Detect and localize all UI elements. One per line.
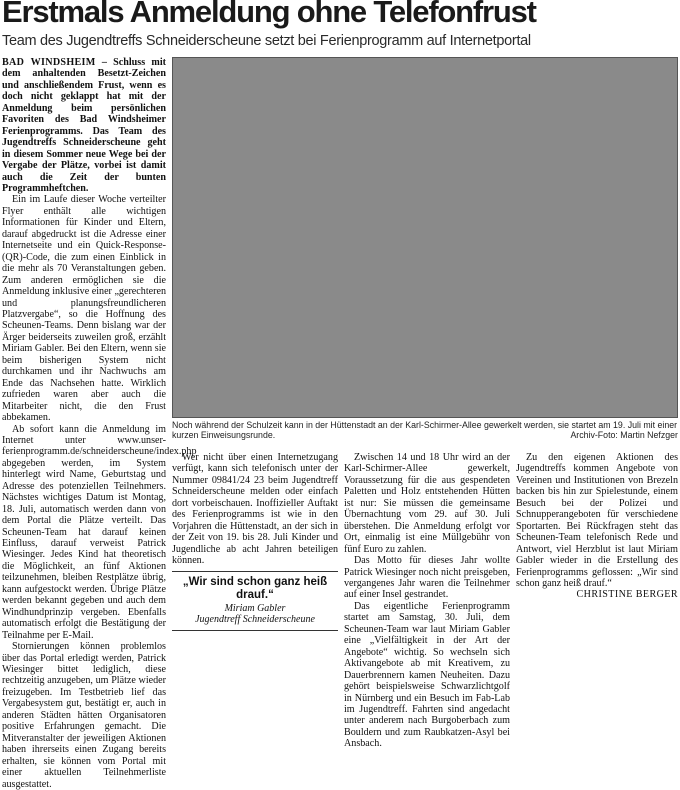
pull-quote-role: Jugendtreff Schneiderscheune: [195, 614, 315, 626]
article-column-1: [2, 57, 197, 790]
photo-caption: [172, 420, 678, 441]
article-photo: [172, 57, 678, 418]
lead-paragraph: [2, 57, 166, 194]
pull-quote-text: „Wir sind schon ganz heiß drauf.“: [182, 575, 328, 602]
subhead: Team des Jugendtreffs Schneiderscheune setzt bei Ferienprogramm auf Internetportal: [2, 33, 531, 49]
body-paragraph: Ein im Laufe dieser Woche verteilter Flyer enthält alle wichtigen Informationen für Kinder und Eltern, darauf abgedruckt ist die Adresse einer Internetseite und ein Quick-Response-(QR)-Code, die zum einen Einblick in die mehr als 70 Veranstaltungen geben. Zum anderen ermöglichen sie die Anmeldung inklusive einer „gerechteren und planungsfreundlicheren Platzvergabe“, so die Hoffnung des Scheunen-Teams. Denn bislang war der Ärger beiderseits zuweilen groß, erzählt Miriam Gabler. Bei den Eltern, wenn sie beim bisherigen System nicht durchkamen und ihr Nachwuchs am Ende das Nachsehen hatte. Wirklich zufrieden waren aber auch die Mitarbeiter nicht, die den Frust abbekamen.: [2, 194, 166, 424]
dateline: BAD WINDSHEIM: [2, 57, 96, 68]
body-paragraph: Stornierungen können problemlos über das Portal erledigt werden, Patrick Wiesinger bittet lediglich, diese rechtzeitig anzugeben, um Plätze wieder freizugeben. Im Testbetrieb lief das Vergabesystem gut, bestätigt er, auch in anderen Städten hätten Organisatoren positive Erfahrungen gemacht. Die Mitveranstalter der jeweiligen Aktionen haben ihrerseits einen Zugang bereits erhalten, sie können vom Portal mit einer aktuellen Teilnehmerliste ausgestattet.: [2, 641, 166, 790]
article-column-4: [516, 452, 678, 632]
body-paragraph: Ab sofort kann die Anmeldung im Internet unter www.unser-ferienprogramm.de/schneiderscheune/index.php abgegeben werden, im System hinterlegt wird Name, Geburtstag und Adresse des potenziellen Teilnehmers. Nächstes wichtiges Datum ist Montag, 18. Juli, automatisch werden dann von dem Portal die Plätze verteilt. Das Scheunen-Team hat darauf keinen Einfluss, darauf verweist Patrick Wiesinger. Jedes Kind hat theoretisch die Möglichkeit, an fünf Aktionen teilzunehmen, bleiben Restplätze übrig, kann aufgestockt werden. Übrige Plätze werden bekannt gegeben und auch dem Windhundprinzip vergeben. Ebenfalls automatisch erfolgt die Bestätigung der Teilnahme per E-Mail.: [2, 423, 197, 641]
caption-text: Noch während der Schulzeit kann in der Hüttenstadt an der Karl-Schirmer-Allee gewerkelt werden, sie startet am 19. Juli mit einer kurzen Einweisungsrunde.: [172, 420, 678, 441]
author-byline: CHRISTINE BERGER: [576, 589, 678, 601]
body-paragraph: Das Motto für dieses Jahr wollte Patrick Wiesinger noch nicht preisgeben, vergangenes Jahr waren die Teilnehmer auf einer Insel gestrandet.: [344, 555, 510, 601]
article-column-2: [172, 452, 338, 632]
lead-text: – Schluss mit dem anhaltenden Besetzt-Zeichen und anschließendem Frust, wenn es doch nicht geklappt hat mit der Anmeldung beim persönlichen Favoriten des Bad Windsheimer Ferienprogramms. Das Team des Jugendtreffs Schneiderscheune geht in diesem Sommer neue Wege bei der Vergabe der Plätze, vorbei ist damit auch die Zeit der bunten Programmheftchen.: [2, 57, 166, 194]
body-paragraph: Zu den eigenen Aktionen des Jugendtreffs kommen Angebote von Vereinen und Institutionen von Brezeln backen bis hin zur Spielestunde, einem Besuch bei der Polizei und Schnupperangeboten für verschiedene Sportarten. Bei Rückfragen steht das Scheunen-Team telefonisch Rede und Antwort, viel Herzblut ist laut Miriam Gabler wieder in die Erstellung des Ferienprogramms geflossen: „Wir sind schon ganz heiß drauf.“: [516, 452, 678, 589]
body-paragraph: Das eigentliche Ferienprogramm startet am Samstag, 30. Juli, dem Scheunen-Team war laut Miriam Gabler eine „Vielfältigkeit in der Art der Angebote“ wichtig. So wechseln sich Aktivangebote ab mit Kreativem, zu Dauerbrennern kamen Neuheiten. Dazu gehört beispielsweise Schwarzlichtgolf in Nürnberg und ein Besuch im Fab-Lab im Jugendtreff. Fahrten sind angedacht unter anderem nach Burgoberbach zum Bouldern und zum Raubkatzen-Asyl bei Ansbach.: [344, 600, 510, 750]
body-paragraph: Wer nicht über einen Internetzugang verfügt, kann sich telefonisch unter der Nummer 09841/24 23 beim Jugendtreff Schneiderscheune melden oder einfach dort vorbeischauen. Inoffizieller Auftakt des Ferienprogramms ist wie in den Vorjahren die Hüttenstadt, an der sich in der Zeit von 19. bis 28. Juli Kinder und Jugendliche ab acht Jahren beteiligen können.: [172, 452, 338, 567]
pull-quote: [172, 571, 338, 631]
photo-credit: Archiv-Foto: Martin Nefzger: [570, 430, 678, 441]
article-column-3: [344, 452, 510, 750]
body-paragraph: Zwischen 14 und 18 Uhr wird an der Karl-Schirmer-Allee gewerkelt, Voraussetzung für die aus gespendeten Paletten und Holz entstehenden Hütten ist nur: Sie müssen die gemeinsame Übernachtung vom 29. auf 30. Juli überstehen. Die Anmeldung erfolgt vor Ort, einmalig ist eine Müllgebühr von fünf Euro zu zahlen.: [344, 452, 510, 555]
headline: Erstmals Anmeldung ohne Telefonfrust: [2, 0, 536, 29]
pull-quote-name: Miriam Gabler: [224, 602, 286, 614]
